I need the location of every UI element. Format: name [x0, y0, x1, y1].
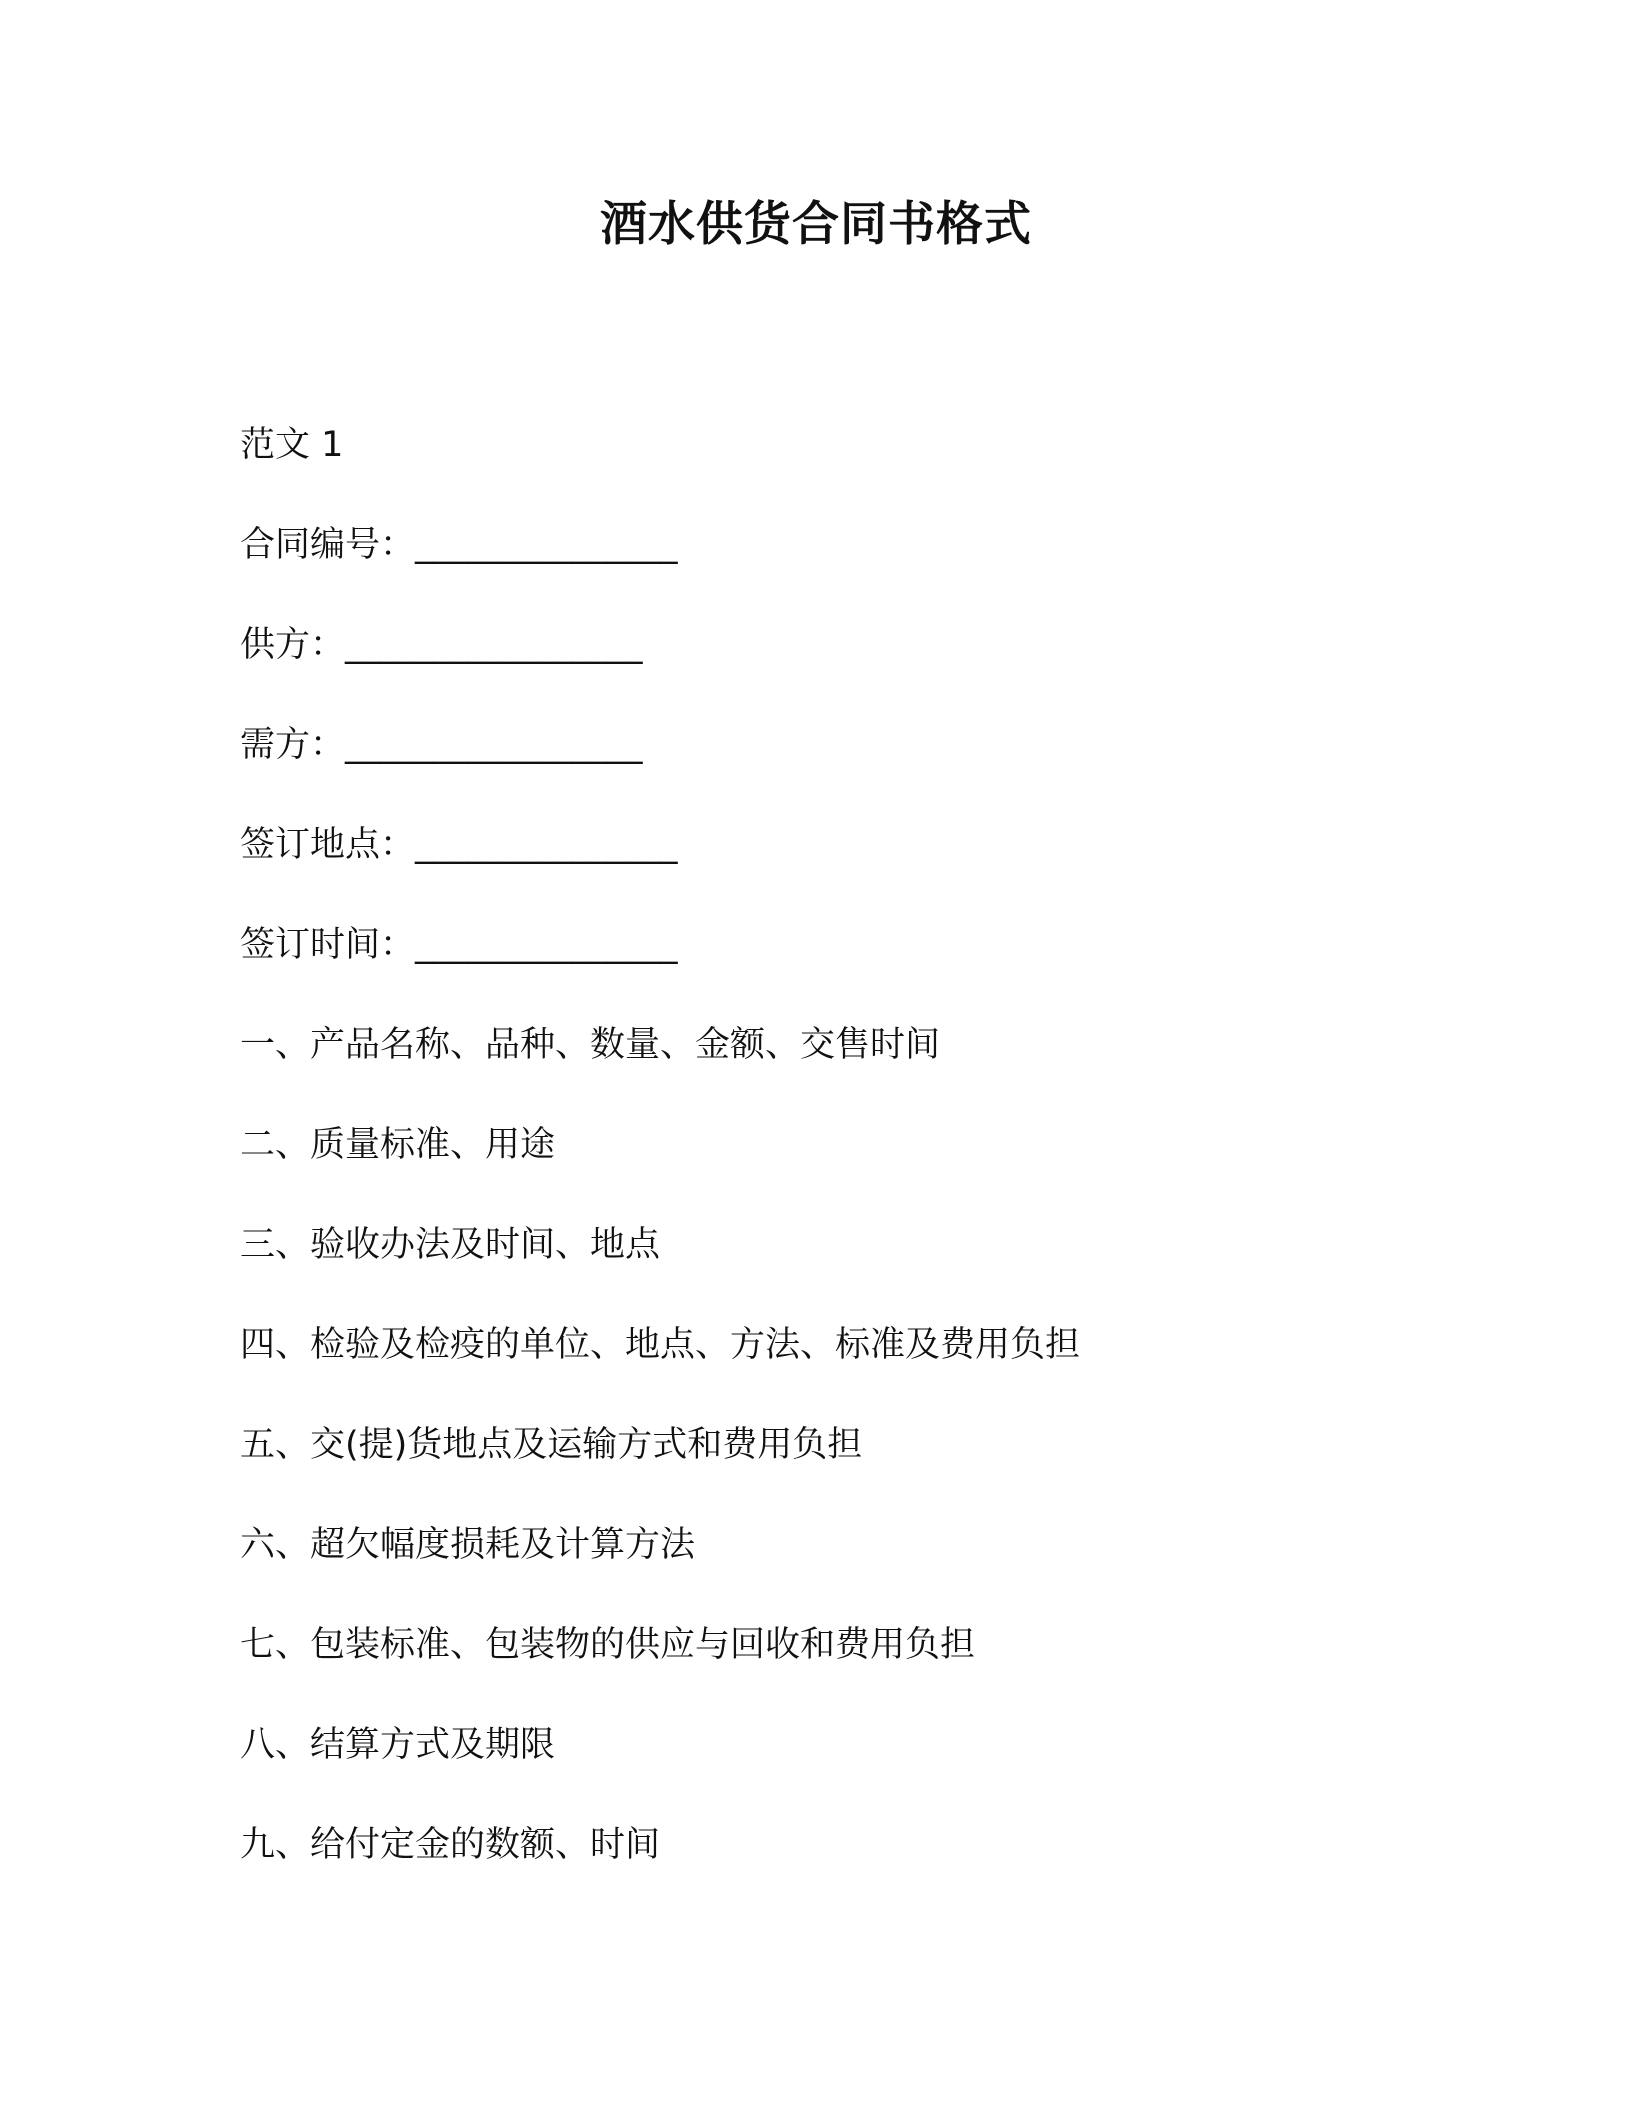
- contract-number-field: 合同编号：_______________: [240, 525, 678, 565]
- section-item: 六、超欠幅度损耗及计算方法: [240, 1525, 696, 1565]
- buyer-field: 需方：_________________: [240, 725, 643, 765]
- section-item: 七、包装标准、包装物的供应与回收和费用负担: [240, 1625, 976, 1665]
- section-item: 二、质量标准、用途: [240, 1125, 556, 1165]
- section-item: 九、给付定金的数额、时间: [240, 1825, 661, 1865]
- section-item: 八、结算方式及期限: [240, 1725, 556, 1765]
- document-body: [240, 410, 1440, 1910]
- section-item: 四、检验及检疫的单位、地点、方法、标准及费用负担: [240, 1325, 1081, 1365]
- document-title: 酒水供货合同书格式: [600, 197, 1032, 252]
- section-item: 三、验收办法及时间、地点: [240, 1225, 661, 1265]
- section-item: 一、产品名称、品种、数量、金额、交售时间: [240, 1025, 941, 1065]
- signing-time-field: 签订时间：_______________: [240, 925, 678, 965]
- supplier-field: 供方：_________________: [240, 625, 643, 665]
- version-label: 范文 1: [240, 425, 344, 465]
- section-item: 五、交(提)货地点及运输方式和费用负担: [240, 1425, 863, 1465]
- signing-place-field: 签订地点：_______________: [240, 825, 678, 865]
